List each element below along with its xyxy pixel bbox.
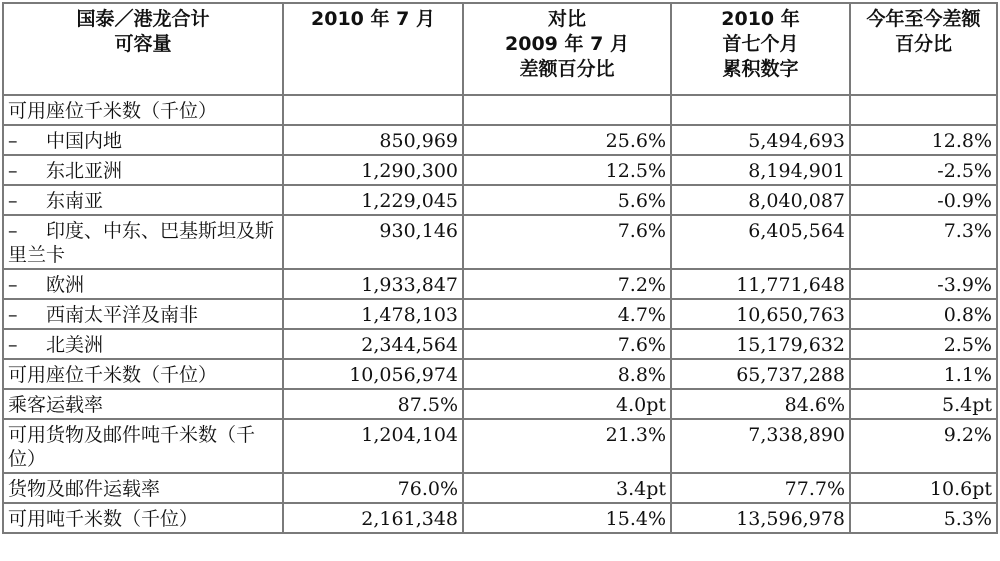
cell-ytd: 8,194,901 bbox=[671, 155, 850, 185]
cell-month bbox=[283, 95, 463, 125]
table-row bbox=[3, 473, 997, 503]
dash-marker: – bbox=[8, 220, 18, 242]
row-label: 乘客运载率 bbox=[8, 394, 104, 416]
table-row bbox=[3, 269, 997, 299]
table-row bbox=[3, 329, 997, 359]
row-label: 可用吨千米数（千位） bbox=[8, 508, 199, 530]
cell-ytd: 10,650,763 bbox=[671, 299, 850, 329]
row-label-cell bbox=[3, 359, 283, 389]
row-label: 货物及邮件运载率 bbox=[8, 478, 161, 500]
cell-month: 1,478,103 bbox=[283, 299, 463, 329]
table-row bbox=[3, 155, 997, 185]
table-row bbox=[3, 125, 997, 155]
cell-ytd: 65,737,288 bbox=[671, 359, 850, 389]
cell-yoy: 7.6% bbox=[463, 215, 671, 269]
dash-marker: – bbox=[8, 304, 18, 326]
cell-month: 87.5% bbox=[283, 389, 463, 419]
table-row bbox=[3, 503, 997, 533]
capacity-table-container bbox=[2, 2, 998, 534]
row-label: 印度、中东、巴基斯坦及斯里兰卡 bbox=[8, 220, 275, 266]
header-ytd-cumulative bbox=[671, 3, 850, 95]
header-text: 2010 年 7 月 bbox=[311, 8, 435, 30]
cell-yoy: 12.5% bbox=[463, 155, 671, 185]
cell-ytd-change: 7.3% bbox=[850, 215, 997, 269]
header-text: 今年至今差额 bbox=[866, 8, 981, 30]
cell-ytd-change: 1.1% bbox=[850, 359, 997, 389]
row-label-cell bbox=[3, 329, 283, 359]
row-label: 中国内地 bbox=[46, 130, 123, 152]
cell-ytd-change: -2.5% bbox=[850, 155, 997, 185]
header-text: 可容量 bbox=[114, 33, 172, 55]
row-label-cell bbox=[3, 269, 283, 299]
row-label-cell bbox=[3, 155, 283, 185]
row-label: 东南亚 bbox=[46, 190, 104, 212]
cell-ytd-change: 12.8% bbox=[850, 125, 997, 155]
cell-ytd-change: 2.5% bbox=[850, 329, 997, 359]
cell-ytd-change: 10.6pt bbox=[850, 473, 997, 503]
cell-yoy: 5.6% bbox=[463, 185, 671, 215]
row-label-cell bbox=[3, 185, 283, 215]
row-label: 西南太平洋及南非 bbox=[46, 304, 199, 326]
cell-month: 1,204,104 bbox=[283, 419, 463, 473]
cell-ytd: 11,771,648 bbox=[671, 269, 850, 299]
header-text: 2010 年 bbox=[721, 8, 800, 30]
header-text: 差额百分比 bbox=[519, 58, 615, 80]
cell-month: 10,056,974 bbox=[283, 359, 463, 389]
dash-marker: – bbox=[8, 130, 18, 152]
header-text: 对比 bbox=[547, 8, 586, 30]
row-label: 可用座位千米数（千位） bbox=[8, 364, 218, 386]
cell-ytd: 15,179,632 bbox=[671, 329, 850, 359]
row-label: 可用货物及邮件吨千米数（千位） bbox=[8, 424, 256, 470]
row-label-cell bbox=[3, 473, 283, 503]
dash-marker: – bbox=[8, 160, 18, 182]
dash-marker: – bbox=[8, 190, 18, 212]
cell-yoy: 4.0pt bbox=[463, 389, 671, 419]
cell-ytd: 5,494,693 bbox=[671, 125, 850, 155]
cell-yoy bbox=[463, 95, 671, 125]
header-capacity bbox=[3, 3, 283, 95]
dash-marker: – bbox=[8, 334, 18, 356]
header-row bbox=[3, 3, 997, 95]
row-label-cell bbox=[3, 95, 283, 125]
row-label: 东北亚洲 bbox=[46, 160, 123, 182]
row-label-cell bbox=[3, 125, 283, 155]
row-label-cell bbox=[3, 503, 283, 533]
table-row bbox=[3, 359, 997, 389]
cell-ytd bbox=[671, 95, 850, 125]
cell-ytd-change: -3.9% bbox=[850, 269, 997, 299]
table-row bbox=[3, 389, 997, 419]
table-row bbox=[3, 95, 997, 125]
header-text: 2009 年 7 月 bbox=[505, 33, 629, 55]
row-label: 北美洲 bbox=[46, 334, 104, 356]
table-row bbox=[3, 299, 997, 329]
cell-ytd: 77.7% bbox=[671, 473, 850, 503]
cell-ytd: 6,405,564 bbox=[671, 215, 850, 269]
cell-ytd-change: 5.3% bbox=[850, 503, 997, 533]
cell-yoy: 7.2% bbox=[463, 269, 671, 299]
row-label-cell bbox=[3, 389, 283, 419]
header-month bbox=[283, 3, 463, 95]
cell-yoy: 8.8% bbox=[463, 359, 671, 389]
row-label: 欧洲 bbox=[46, 274, 85, 296]
cell-month: 2,161,348 bbox=[283, 503, 463, 533]
row-label-cell bbox=[3, 299, 283, 329]
table-row bbox=[3, 419, 997, 473]
cell-month: 930,146 bbox=[283, 215, 463, 269]
cell-month: 1,933,847 bbox=[283, 269, 463, 299]
cell-ytd-change: 5.4pt bbox=[850, 389, 997, 419]
cell-ytd: 7,338,890 bbox=[671, 419, 850, 473]
cell-ytd-change: -0.9% bbox=[850, 185, 997, 215]
cell-yoy: 15.4% bbox=[463, 503, 671, 533]
row-label: 可用座位千米数（千位） bbox=[8, 100, 218, 122]
cell-ytd-change bbox=[850, 95, 997, 125]
cell-yoy: 3.4pt bbox=[463, 473, 671, 503]
row-label-cell bbox=[3, 215, 283, 269]
table-row bbox=[3, 185, 997, 215]
cell-month: 1,229,045 bbox=[283, 185, 463, 215]
cell-ytd: 84.6% bbox=[671, 389, 850, 419]
cell-yoy: 25.6% bbox=[463, 125, 671, 155]
cell-month: 850,969 bbox=[283, 125, 463, 155]
header-text: 首七个月 bbox=[722, 33, 799, 55]
cell-month: 76.0% bbox=[283, 473, 463, 503]
cell-yoy: 21.3% bbox=[463, 419, 671, 473]
dash-marker: – bbox=[8, 274, 18, 296]
cell-yoy: 4.7% bbox=[463, 299, 671, 329]
cell-month: 2,344,564 bbox=[283, 329, 463, 359]
cell-ytd: 8,040,087 bbox=[671, 185, 850, 215]
table-row bbox=[3, 215, 997, 269]
row-label-cell bbox=[3, 419, 283, 473]
header-text: 国泰／港龙合计 bbox=[76, 8, 210, 30]
cell-ytd: 13,596,978 bbox=[671, 503, 850, 533]
header-text: 累积数字 bbox=[722, 58, 799, 80]
cell-yoy: 7.6% bbox=[463, 329, 671, 359]
header-ytd-change bbox=[850, 3, 997, 95]
cell-ytd-change: 9.2% bbox=[850, 419, 997, 473]
capacity-table bbox=[2, 2, 998, 534]
header-yoy-change bbox=[463, 3, 671, 95]
cell-ytd-change: 0.8% bbox=[850, 299, 997, 329]
cell-month: 1,290,300 bbox=[283, 155, 463, 185]
header-text: 百分比 bbox=[894, 33, 952, 55]
